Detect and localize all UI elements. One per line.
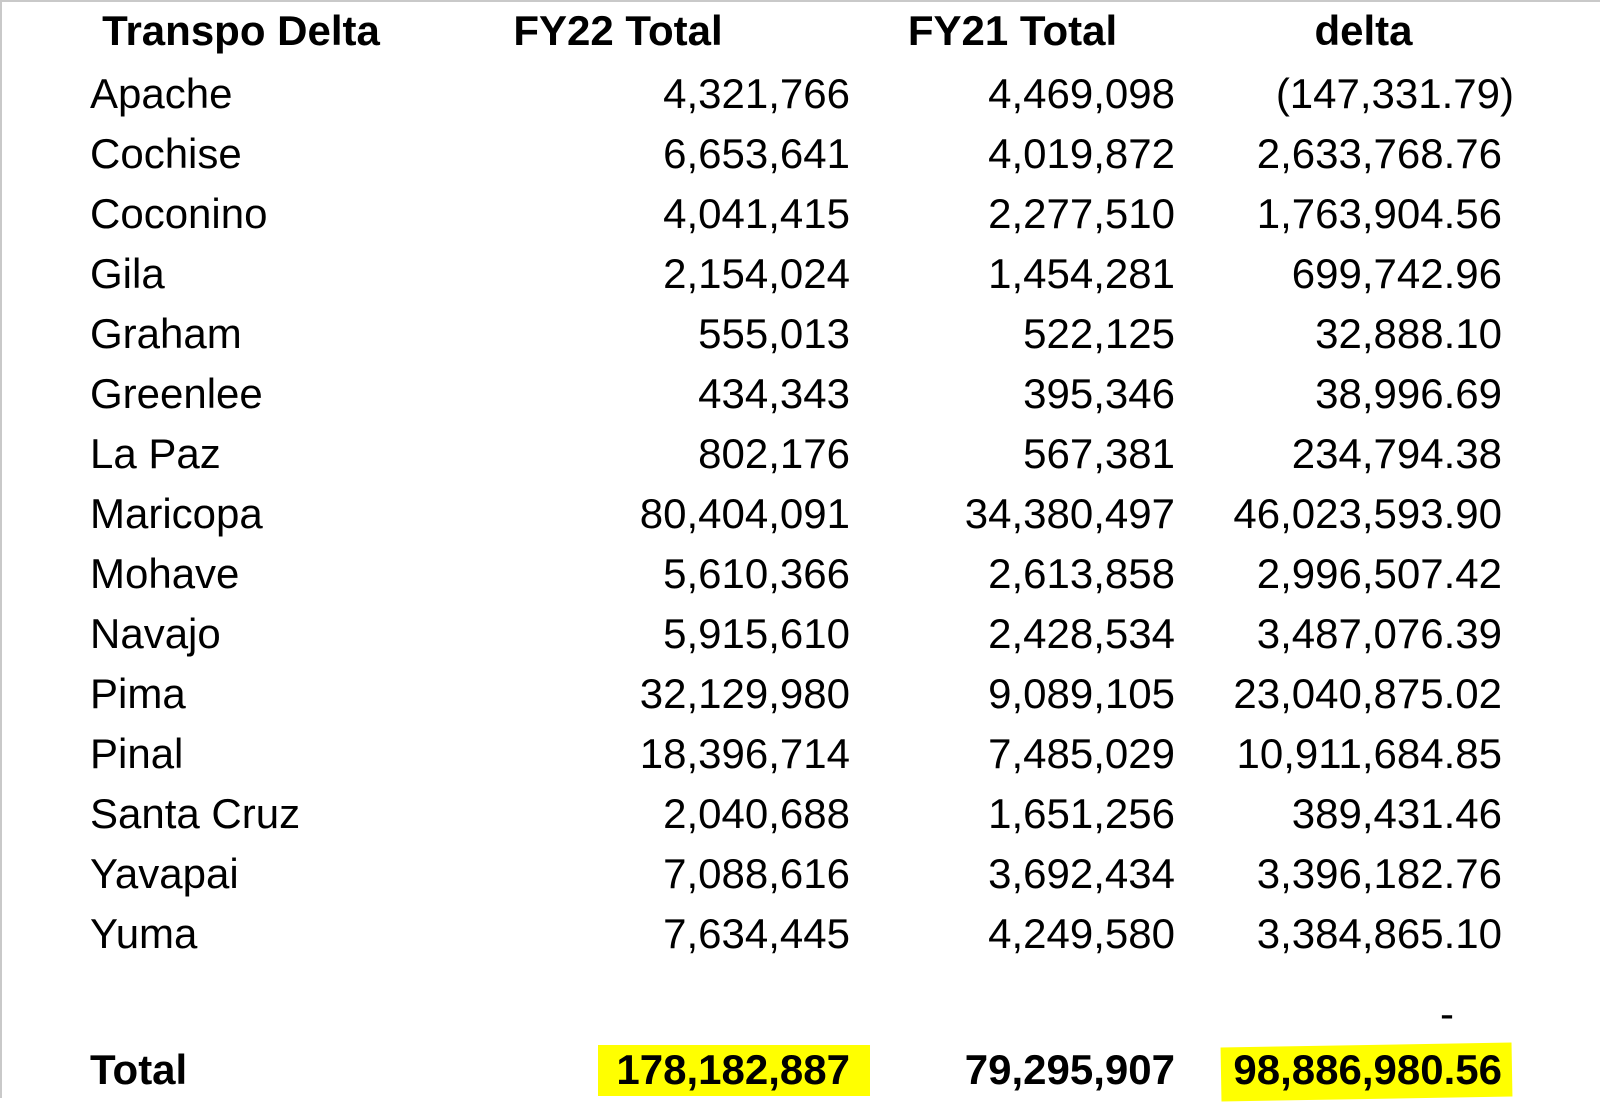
county-name: Yuma <box>90 910 198 957</box>
delta-value: 389,431.46 <box>1291 790 1502 837</box>
fy21-value: 1,651,256 <box>988 790 1175 837</box>
county-name: Coconino <box>90 190 268 237</box>
fy21-value: 2,428,534 <box>988 610 1175 657</box>
fy22-value <box>402 989 850 1039</box>
county-name: Mohave <box>90 550 240 597</box>
table-row-total <box>2 1039 1514 1100</box>
county-name: Pima <box>90 670 186 717</box>
table-row-pima <box>2 664 1514 724</box>
total-fy21-value: 79,295,907 <box>964 1046 1175 1093</box>
county-name: La Paz <box>90 430 221 477</box>
fy22-value: 5,915,610 <box>663 610 850 657</box>
fy22-value: 32,129,980 <box>639 670 850 717</box>
fy21-value: 4,469,098 <box>988 70 1175 117</box>
delta-value: 46,023,593.90 <box>1233 490 1502 537</box>
transpo-delta-table <box>2 2 1514 1100</box>
table-row-greenlee <box>2 364 1514 424</box>
total-fy22-value <box>402 1039 850 1100</box>
fy21-value: 3,692,434 <box>988 850 1175 897</box>
county-name: Santa Cruz <box>90 790 301 837</box>
fy22-value: 7,634,445 <box>663 910 850 957</box>
table-header-row <box>2 2 1514 64</box>
table-row-navajo <box>2 604 1514 664</box>
header-transpo-delta: Transpo Delta <box>102 7 380 54</box>
header-delta: delta <box>1314 7 1413 54</box>
delta-value: 2,996,507.42 <box>1256 550 1502 597</box>
county-name: Graham <box>90 310 242 357</box>
delta-value: 10,911,684.85 <box>1236 730 1502 777</box>
table-row-zero <box>2 989 1514 1039</box>
fy22-value: 6,653,641 <box>663 130 850 177</box>
county-name <box>2 989 402 1039</box>
fy22-value: 5,610,366 <box>663 550 850 597</box>
county-name: Maricopa <box>90 490 263 537</box>
county-name: Cochise <box>90 130 242 177</box>
county-name: Yavapai <box>90 850 239 897</box>
county-name: Greenlee <box>90 370 263 417</box>
table-row-gila <box>2 244 1514 304</box>
fy21-value <box>850 989 1175 1039</box>
delta-value: 234,794.38 <box>1291 430 1502 477</box>
table-row-graham <box>2 304 1514 364</box>
fy21-value: 34,380,497 <box>964 490 1175 537</box>
table-row-la-paz <box>2 424 1514 484</box>
delta-value: (147,331.79) <box>1275 70 1514 117</box>
fy22-value: 555,013 <box>698 310 850 357</box>
county-name: Gila <box>90 250 165 297</box>
fy22-total-highlight: 178,182,887 <box>598 1045 870 1096</box>
fy22-value: 80,404,091 <box>639 490 850 537</box>
table-row-cochise <box>2 124 1514 184</box>
fy22-value: 4,041,415 <box>663 190 850 237</box>
fy21-value: 2,613,858 <box>988 550 1175 597</box>
county-name: Pinal <box>90 730 184 777</box>
fy22-value: 802,176 <box>698 430 850 477</box>
delta-value: 3,384,865.10 <box>1256 910 1502 957</box>
delta-value: 23,040,875.02 <box>1233 670 1502 717</box>
table-row-maricopa <box>2 484 1514 544</box>
fy21-value: 2,277,510 <box>988 190 1175 237</box>
fy22-value: 4,321,766 <box>663 70 850 117</box>
total-label: Total <box>90 1046 188 1093</box>
delta-value: 32,888.10 <box>1315 310 1502 357</box>
delta-value: 38,996.69 <box>1315 370 1502 417</box>
fy21-value: 1,454,281 <box>988 250 1175 297</box>
empty-row <box>2 964 1514 989</box>
table-row-pinal <box>2 724 1514 784</box>
header-fy21-total: FY21 Total <box>907 7 1118 54</box>
table-row-apache <box>2 64 1514 124</box>
delta-total-highlight: 98,886,980.56 <box>1233 1046 1502 1093</box>
fy21-value: 522,125 <box>1023 310 1175 357</box>
fy22-value: 18,396,714 <box>639 730 850 777</box>
delta-value: 3,487,076.39 <box>1256 610 1502 657</box>
county-name: Apache <box>90 70 233 117</box>
fy22-value: 2,154,024 <box>663 250 850 297</box>
total-delta-value <box>1175 1039 1514 1100</box>
header-fy22-total: FY22 Total <box>513 7 723 54</box>
fy21-value: 567,381 <box>1023 430 1175 477</box>
fy22-value: 434,343 <box>698 370 850 417</box>
county-name: Navajo <box>90 610 221 657</box>
delta-value: 1,763,904.56 <box>1256 190 1502 237</box>
fy21-value: 395,346 <box>1023 370 1175 417</box>
delta-value: 699,742.96 <box>1291 250 1502 297</box>
table-row-yuma <box>2 904 1514 964</box>
table-row-santa-cruz <box>2 784 1514 844</box>
fy21-value: 7,485,029 <box>988 730 1175 777</box>
table-row-coconino <box>2 184 1514 244</box>
delta-value: 3,396,182.76 <box>1256 850 1502 897</box>
fy22-value: 7,088,616 <box>663 850 850 897</box>
delta-zero-dash: - <box>1440 990 1454 1037</box>
fy21-value: 4,019,872 <box>988 130 1175 177</box>
delta-value: 2,633,768.76 <box>1256 130 1502 177</box>
fy21-value: 9,089,105 <box>988 670 1175 717</box>
table-row-mohave <box>2 544 1514 604</box>
fy21-value: 4,249,580 <box>988 910 1175 957</box>
table-row-yavapai <box>2 844 1514 904</box>
fy22-value: 2,040,688 <box>663 790 850 837</box>
